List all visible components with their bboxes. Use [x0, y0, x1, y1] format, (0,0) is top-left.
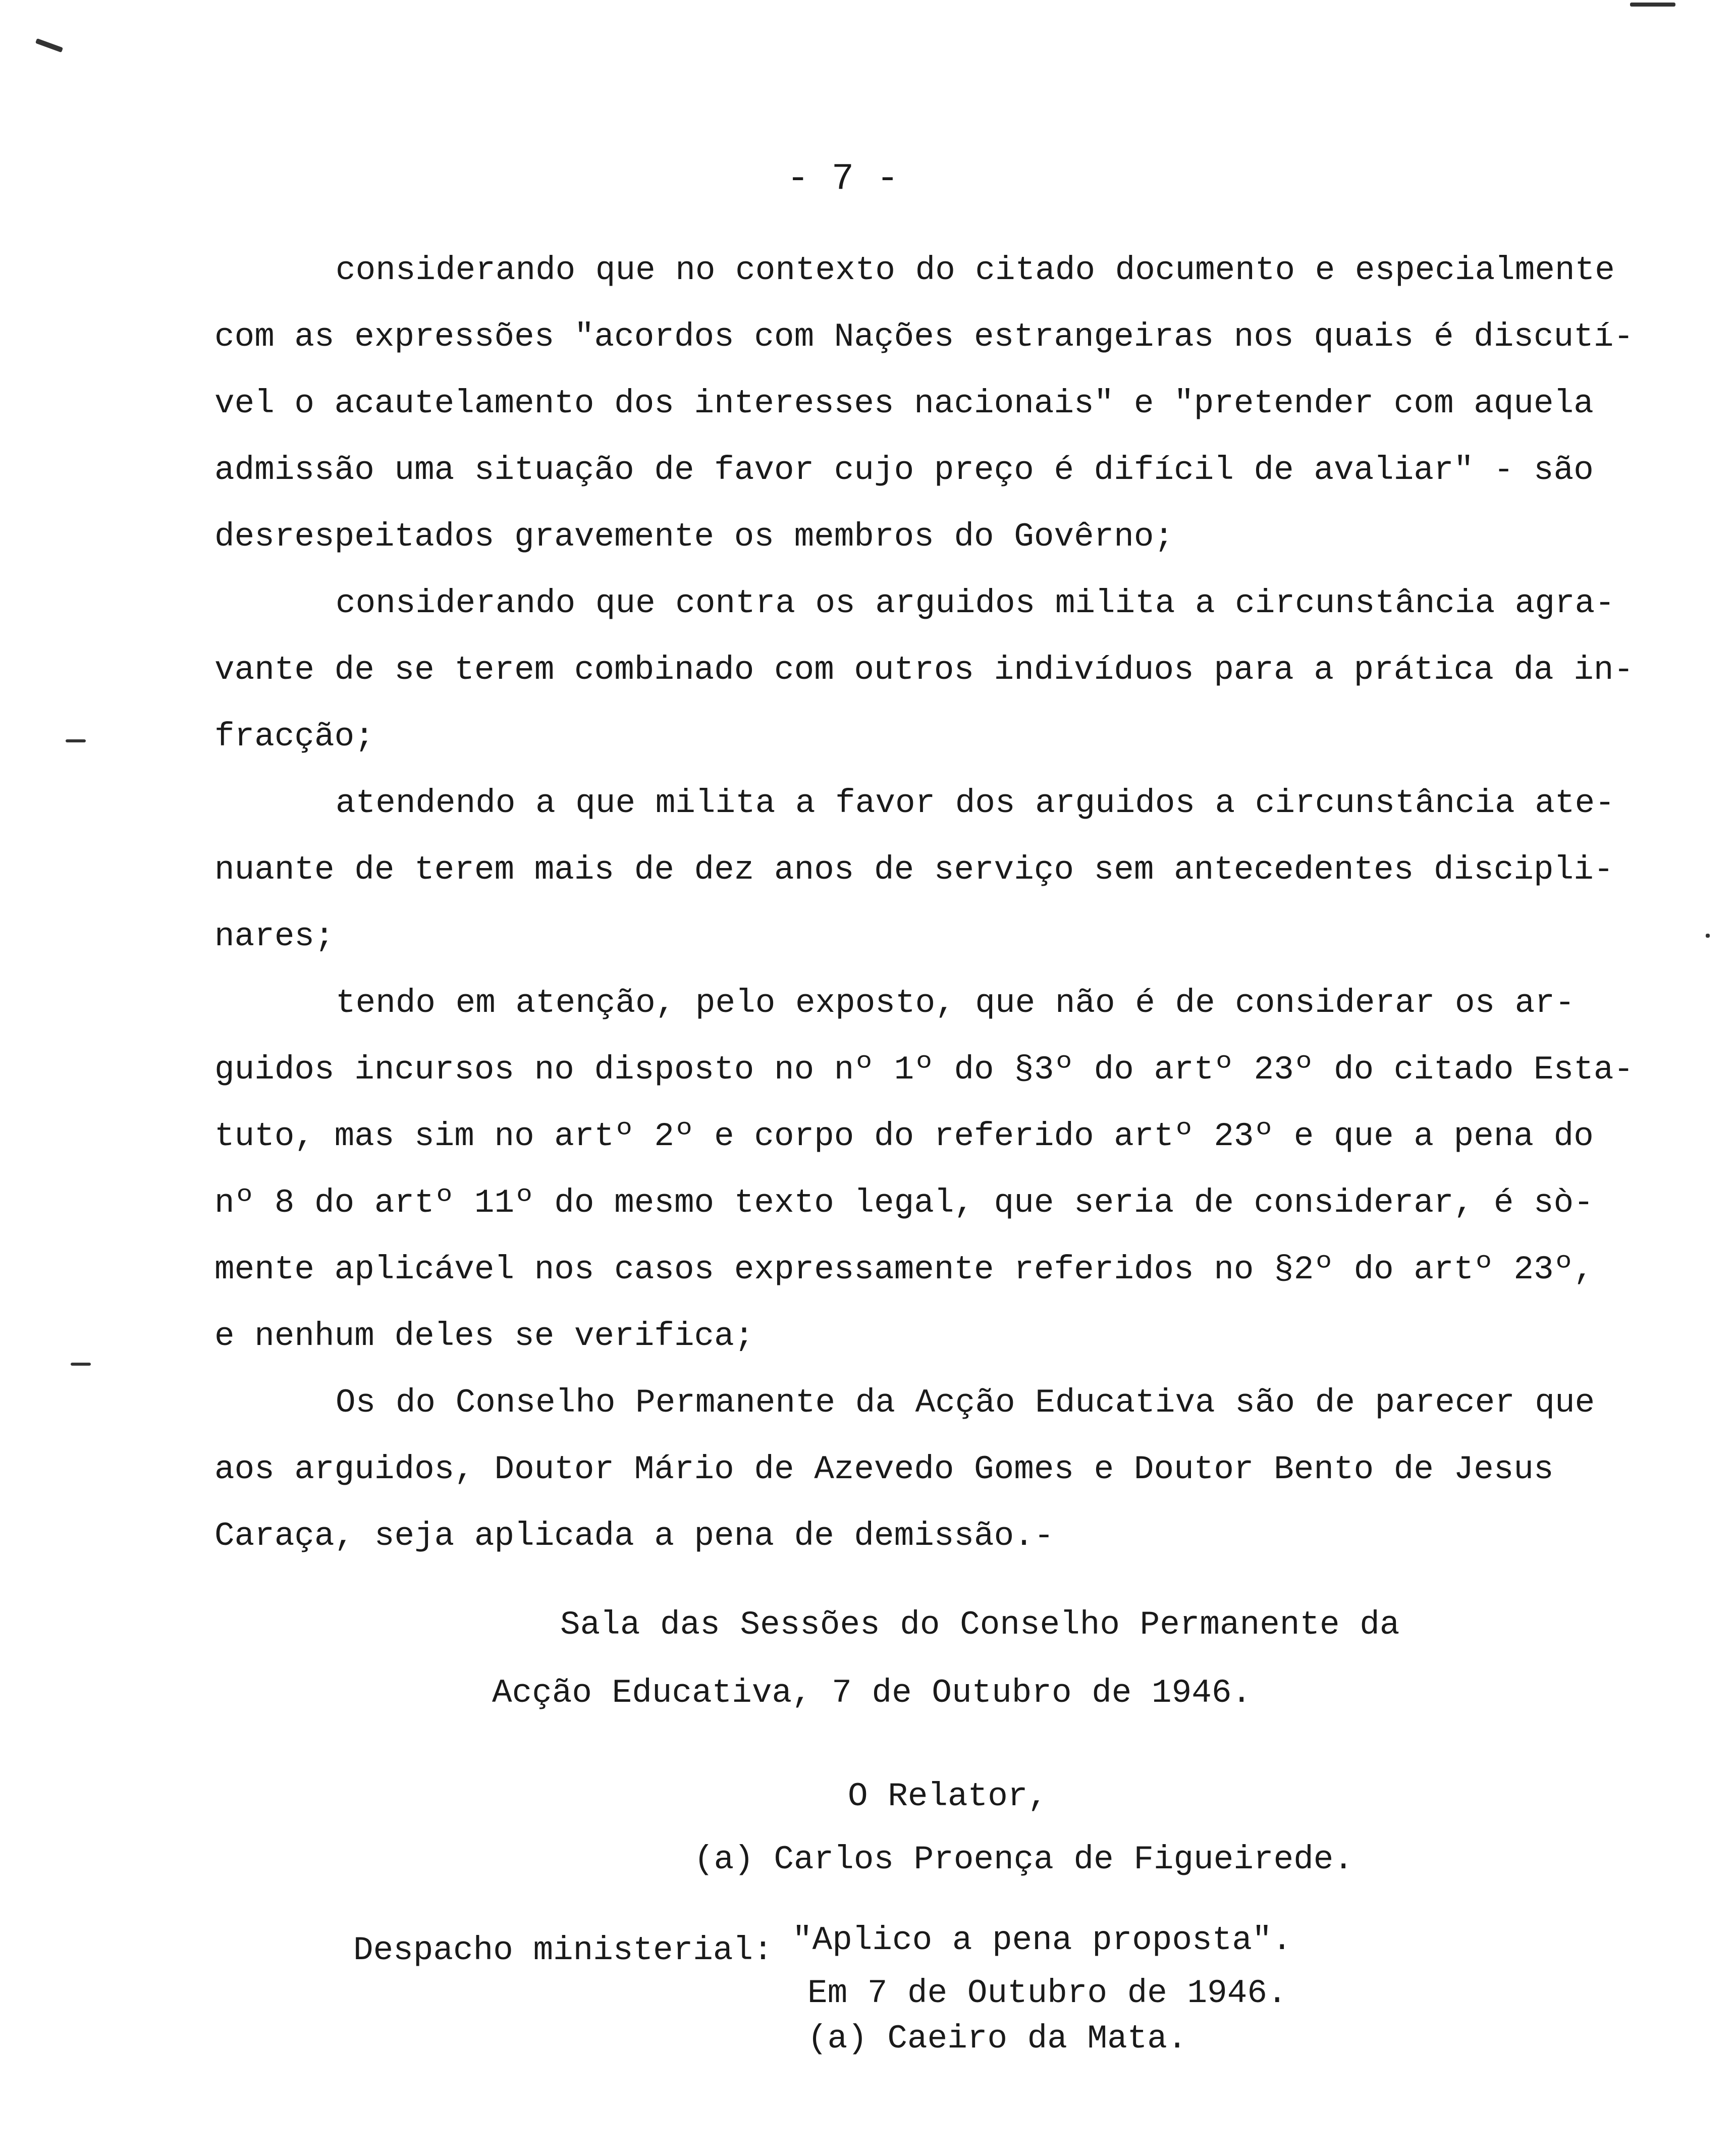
text-line: admissão uma situação de favor cujo preço é difícil de avaliar" - são: [214, 451, 1594, 489]
scan-mark: [35, 38, 63, 52]
dispatch-signature: (a) Caeiro da Mata.: [807, 2020, 1187, 2058]
scan-mark: [1630, 3, 1675, 7]
text-line: considerando que no contexto do citado documento e especialmente: [336, 251, 1615, 289]
text-line: guidos incursos no disposto no nº 1º do §3º do artº 23º do citado Esta-: [214, 1051, 1634, 1089]
text-line: tendo em atenção, pelo exposto, que não é de considerar os ar-: [336, 984, 1575, 1022]
dispatch-label: Despacho ministerial:: [353, 1931, 773, 1969]
text-line: atendendo a que milita a favor dos arguidos a circunstância ate-: [336, 784, 1615, 822]
session-place-line: Sala das Sessões do Conselho Permanente da: [560, 1606, 1400, 1644]
text-line: Caraça, seja aplicada a pena de demissão.-: [214, 1517, 1054, 1555]
dispatch-date: Em 7 de Outubro de 1946.: [807, 1974, 1287, 2012]
session-date-line: Acção Educativa, 7 de Outubro de 1946.: [492, 1674, 1252, 1712]
scan-mark: [71, 1363, 91, 1366]
text-line: nuante de terem mais de dez anos de serviço sem antecedentes discipli-: [214, 851, 1614, 889]
reporter-title: O Relator,: [848, 1777, 1048, 1815]
text-line: tuto, mas sim no artº 2º e corpo do referido artº 23º e que a pena do: [214, 1117, 1594, 1155]
text-line: desrespeitados gravemente os membros do Govêrno;: [214, 518, 1174, 556]
document-body: [214, 237, 1634, 1570]
text-line: considerando que contra os arguidos milita a circunstância agra-: [336, 584, 1615, 622]
text-line: mente aplicável nos casos expressamente referidos no §2º do artº 23º,: [214, 1251, 1594, 1288]
text-line: nº 8 do artº 11º do mesmo texto legal, que seria de considerar, é sò-: [214, 1184, 1594, 1222]
text-line: Os do Conselho Permanente da Acção Educativa são de parecer que: [336, 1384, 1595, 1422]
text-line: vante de se terem combinado com outros indivíduos para a prática da in-: [214, 651, 1634, 689]
text-line: nares;: [214, 918, 335, 955]
scan-mark: [1706, 934, 1710, 938]
text-line: e nenhum deles se verifica;: [214, 1317, 754, 1355]
scan-mark: [66, 739, 86, 742]
text-line: fracção;: [214, 718, 374, 756]
text-line: vel o acautelamento dos interesses nacionais" e "pretender com aquela: [214, 385, 1594, 422]
dispatch-text: "Aplico a pena proposta".: [792, 1921, 1292, 1959]
reporter-signature: (a) Carlos Proença de Figueirede.: [694, 1841, 1354, 1878]
page-number: - 7 -: [786, 158, 899, 200]
text-line: aos arguidos, Doutor Mário de Azevedo Gomes e Doutor Bento de Jesus: [214, 1450, 1554, 1488]
text-line: com as expressões "acordos com Nações estrangeiras nos quais é discutí-: [214, 318, 1634, 356]
